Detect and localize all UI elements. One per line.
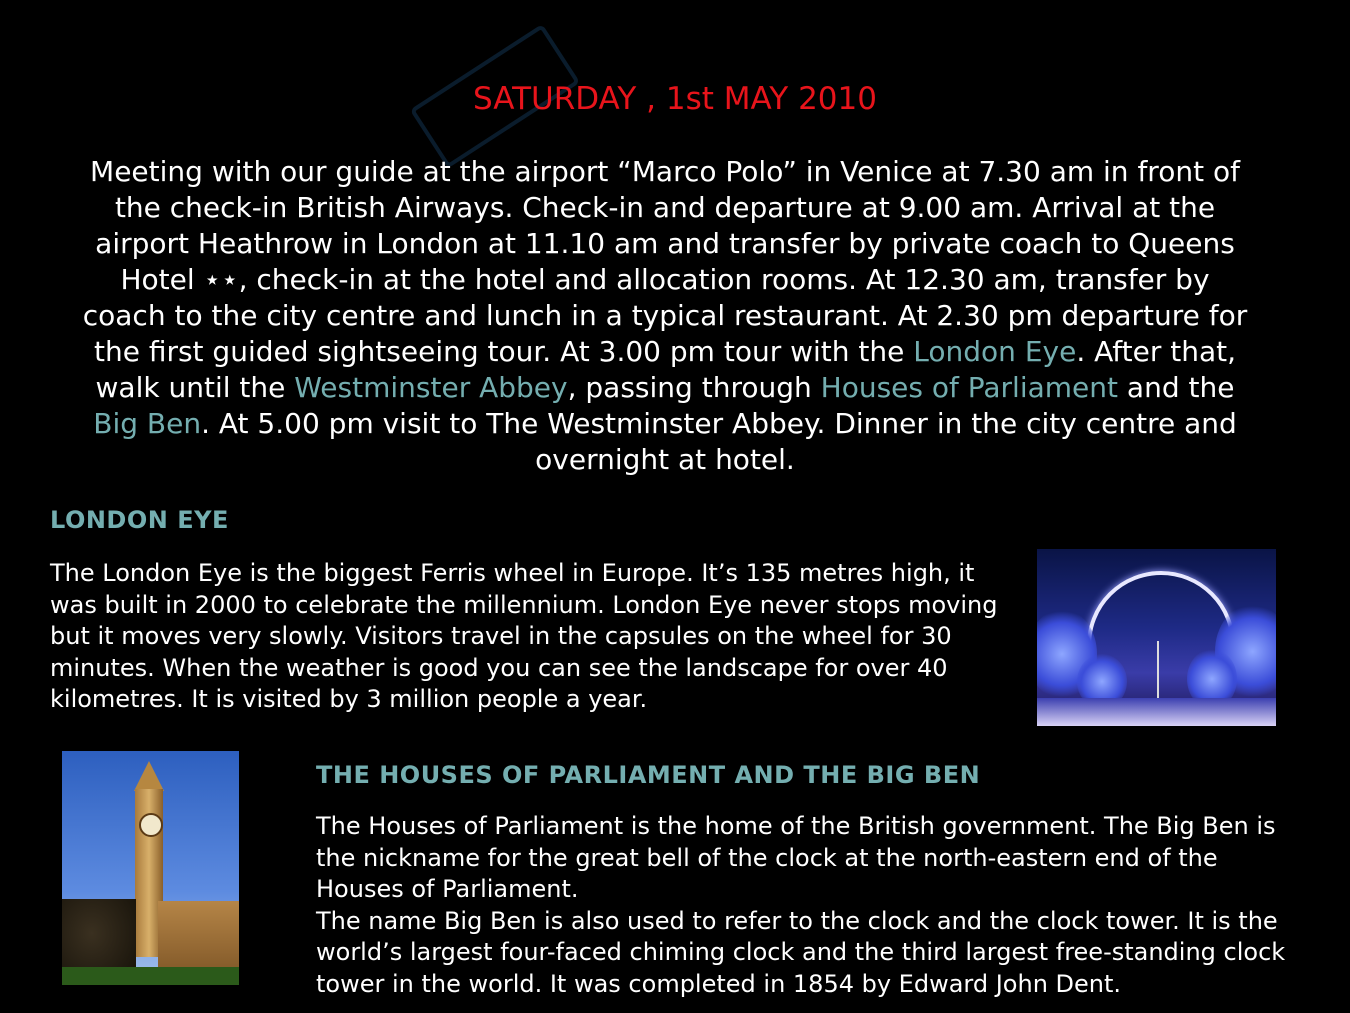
intro-text-5: . At 5.00 pm visit to The Westminster Abbey. Dinner in the city centre and overnight at hotel.	[201, 407, 1237, 476]
parliament-text	[316, 811, 1306, 1000]
page-title: SATURDAY , 1st MAY 2010	[473, 81, 877, 117]
intro-text-2: . After that, walk until the	[95, 335, 1237, 404]
london-eye-heading: LONDON EYE	[50, 506, 229, 534]
houses-of-parliament-link[interactable]: Houses of Parliament	[820, 371, 1119, 404]
big-ben-photo	[62, 751, 239, 985]
intro-paragraph	[82, 154, 1248, 478]
tower-spire	[134, 761, 164, 791]
parliament-paragraph-2: The name Big Ben is also used to refer to the clock and the clock tower. It is the world’s largest four-faced chiming clock and the third largest free-standing clock tower in the world. It was completed in 1854 by Edward John Dent.	[316, 906, 1286, 998]
london-eye-link[interactable]: London Eye	[913, 335, 1077, 368]
london-eye-photo	[1037, 549, 1276, 726]
parliament-paragraph-1: The Houses of Parliament is the home of the British government. The Big Ben is the nickname for the great bell of the clock at the north-eastern end of the Houses of Parliament.	[316, 812, 1276, 903]
illuminated-path	[1037, 698, 1276, 726]
westminster-abbey-link[interactable]: Westminster Abbey	[294, 371, 568, 404]
intro-text-3: , passing through	[567, 371, 821, 404]
big-ben-link[interactable]: Big Ben	[93, 407, 202, 440]
parliament-heading: THE HOUSES OF PARLIAMENT AND THE BIG BEN	[316, 761, 981, 789]
lawn	[62, 967, 239, 985]
intro-text-4: and the	[1118, 371, 1235, 404]
intro-text-1: Meeting with our guide at the airport “Marco Polo” in Venice at 7.30 am in front of the check-in British Airways. Check-in and departure at 9.00 am. Arrival at the airport Heathrow in London at 11.10 am and transfer by private coach to Queens Hotel ⋆⋆, check-in at the hotel and allocation rooms. At 12.30 am, transfer by coach to the city centre and lunch in a typical restaurant. At 2.30 pm departure for the first guided sightseeing tour. At 3.00 pm tour with the	[82, 155, 1248, 368]
clock-face	[139, 813, 163, 837]
london-eye-text: The London Eye is the biggest Ferris wheel in Europe. It’s 135 metres high, it was built in 2000 to celebrate the millennium. London Eye never stops moving but it moves very slowly. Visitors travel in the capsules on the wheel for 30 minutes. When the weather is good you can see the landscape for over 40 kilometres. It is visited by 3 million people a year.	[50, 559, 998, 713]
